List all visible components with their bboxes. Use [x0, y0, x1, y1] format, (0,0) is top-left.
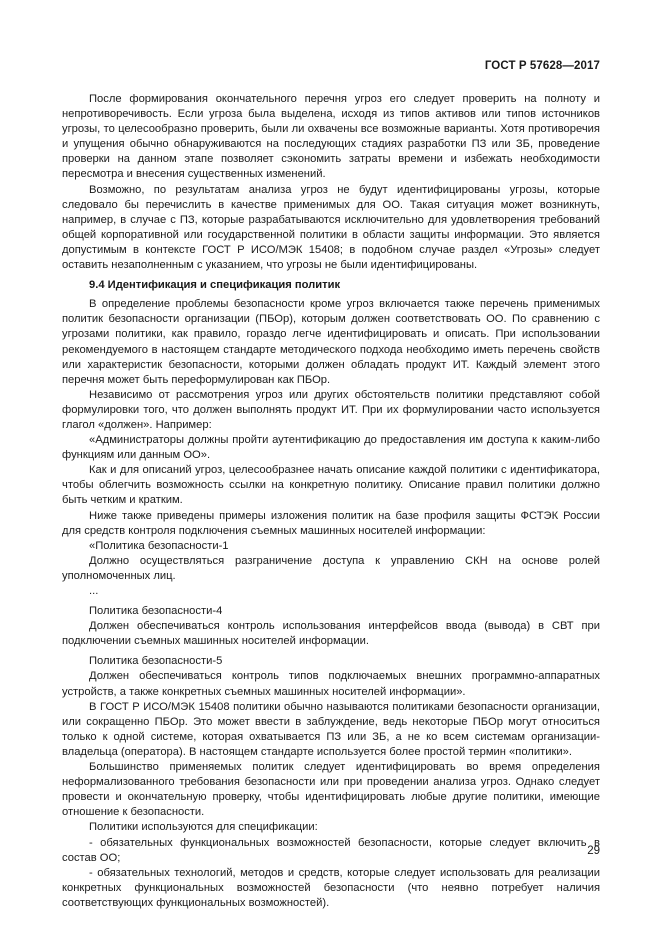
- section-heading: 9.4 Идентификация и спецификация политик: [89, 279, 341, 292]
- paragraph: Как и для описаний угроз, целесообразнее начать описание каждой политики с идентификатора, чтобы облегчить возможность ссылки на конкретную политику. Описание правил политики должно быть четким и кратким.: [62, 464, 600, 507]
- policy-title: «Политика безопасности-1: [89, 539, 229, 552]
- page-number: 29: [587, 845, 600, 857]
- list-item: - обязательных функциональных возможностей безопасности, которые следует включить в состав ОО;: [62, 836, 600, 864]
- paragraph: Независимо от рассмотрения угроз или других обстоятельств политики представляют собой формулировки того, что должен выполнять продукт ИТ. При их формулировании часто используется глагол «должен». Например:: [62, 388, 600, 431]
- paragraph: В определение проблемы безопасности кроме угроз включается также перечень применимых политик безопасности организации (ПБОр), которым должен соответствовать ОО. По сравнению с угрозами политики, как правило, гораздо легче идентифицировать и описать. При использовании рекомендуемого в настоящем стандарте методического подхода необходимо иметь перечень свойств или характеристик безопасности, которыми должен обладать продукт ИТ. Каждый элемент этого перечня может быть переформулирован как ПБОр.: [62, 298, 600, 386]
- paragraph: В ГОСТ Р ИСО/МЭК 15408 политики обычно называются политиками безопасности организации, или сокращенно ПБОр. Это может ввести в заблуждение, ведь некоторые ПБОр могут относиться только к одной системе, которая охватывается ПЗ или ЗБ, а не ко всем системам организации-владельца (оператора). В настоящем стандарте используется более простой термин «политики».: [62, 700, 600, 758]
- policy-text: Должен обеспечиваться контроль использования интерфейсов ввода (вывода) в СВТ при подключении съемных машинных носителей информации.: [62, 620, 600, 648]
- paragraph: Политики используются для спецификации:: [89, 821, 318, 834]
- policy-title: Политика безопасности-5: [89, 655, 223, 668]
- paragraph: После формирования окончательного перечня угроз его следует проверить на полноту и непротиворечивость. Если угроза была выделена, исходя из типов активов или типов источников угрозы, то целесообразно проверить, были ли охвачены все возможные варианты. Хотя противоречия и упущения обычно обнаруживаются на последующих стадиях разработки ПЗ или ЗБ, проведение проверки на данном этапе позволяет сэкономить затраты времени и избежать необходимости пересмотра и внесения существенных изменений.: [62, 93, 600, 181]
- paragraph: «Администраторы должны пройти аутентификацию до предоставления им доступа к каким-либо функциям или данным ОО».: [62, 434, 600, 462]
- policy-text: Должен обеспечиваться контроль типов подключаемых внешних программно-аппаратных устройств, а также конкретных съемных машинных носителей информации».: [62, 670, 600, 698]
- document-body: [62, 92, 600, 911]
- document-header: ГОСТ Р 57628—2017: [484, 60, 600, 72]
- paragraph: Большинство применяемых политик следует идентифицировать во время определения неформализованного требования безопасности или при проведении анализа угроз. Однако следует провести и окончательную проверку, чтобы идентифицировать любые другие политики, имеющие отношение к безопасности.: [62, 761, 600, 819]
- ellipsis: ...: [89, 585, 99, 597]
- paragraph: Возможно, по результатам анализа угроз не будут идентифицированы угрозы, которые следовало бы перечислить в качестве применимых для ОО. Такая ситуация может возникнуть, например, в случае с ПЗ, которые разрабатываются исключительно для удовлетворения требований общей корпоративной или государственной политики в области защиты информации. Это является допустимым в контексте ГОСТ Р ИСО/МЭК 15408; в подобном случае раздел «Угрозы» следует оставить незаполненным с указанием, что угрозы не были идентифицированы.: [62, 183, 600, 272]
- list-item: - обязательных технологий, методов и средств, которые следует использовать для реализации конкретных функциональных возможностей безопасности (что неявно потребует наличия соответствующих функциональных возможностей).: [62, 866, 600, 909]
- policy-title: Политика безопасности-4: [89, 605, 223, 618]
- paragraph: Ниже также приведены примеры изложения политик на базе профиля защиты ФСТЭК России для средств контроля подключения съемных машинных носителей информации:: [62, 509, 600, 537]
- policy-text: Должно осуществляться разграничение доступа к управлению СКН на основе ролей уполномоченных лиц.: [62, 554, 600, 582]
